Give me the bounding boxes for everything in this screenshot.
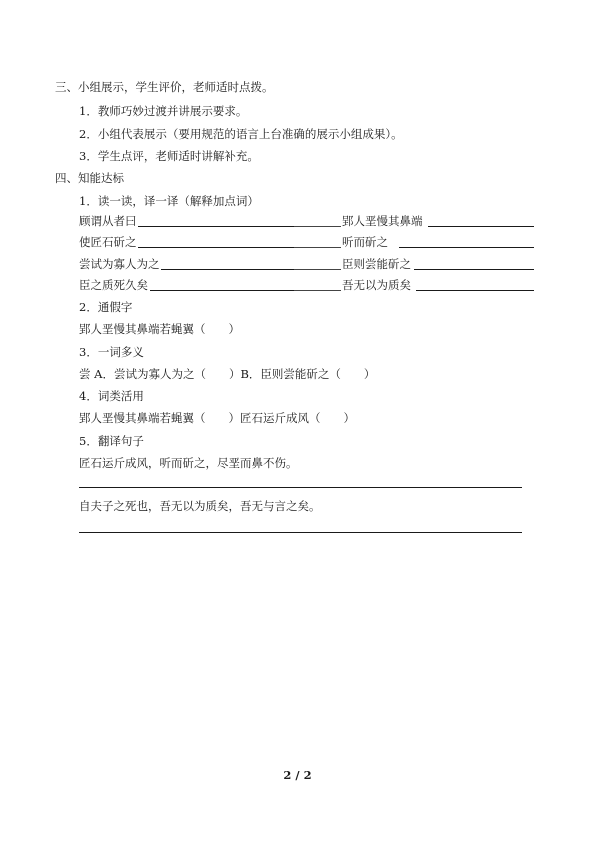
- section-3-title: 三、小组展示，学生评价，老师适时点拨。: [55, 80, 274, 94]
- answer-blank: [294, 269, 341, 270]
- answer-blank: [416, 290, 534, 291]
- translation-answer-line: [79, 487, 522, 488]
- answer-blank: [294, 226, 341, 227]
- q1-right-phrase: 臣则尝能斫之: [342, 257, 411, 271]
- q1-left-phrase: 臣之质死久矣: [79, 278, 148, 292]
- answer-blank: [161, 269, 294, 270]
- section-3-item-2: 2．小组代表展示（要用规范的语言上台准确的展示小组成果）。: [79, 127, 403, 141]
- q4-text: 郢人垩慢其鼻端若蝇翼（ ）匠石运斤成风（ ）: [79, 411, 355, 425]
- q1-right-phrase: 郢人垩慢其鼻端: [342, 214, 423, 228]
- section-4-title: 四、知能达标: [55, 171, 124, 185]
- answer-blank: [150, 290, 294, 291]
- section-3-item-1: 1．教师巧妙过渡并讲展示要求。: [79, 104, 248, 118]
- q1-right-phrase: 听而斫之: [342, 235, 388, 249]
- q2-title: 2．通假字: [79, 300, 133, 314]
- answer-blank: [138, 247, 294, 248]
- q4-title: 4．词类活用: [79, 389, 144, 403]
- answer-blank: [294, 247, 341, 248]
- q3-title: 3．一词多义: [79, 345, 144, 359]
- q1-left-phrase: 使匠石斫之: [79, 235, 137, 249]
- translation-answer-line: [79, 532, 522, 533]
- q5-title: 5．翻译句子: [79, 434, 144, 448]
- answer-blank: [138, 226, 294, 227]
- q1-left-phrase: 尝试为寡人为之: [79, 257, 160, 271]
- q5-sentence: 匠石运斤成风，听而斫之，尽垩而鼻不伤。: [79, 456, 298, 470]
- answer-blank: [414, 269, 534, 270]
- q1-left-phrase: 顾谓从者曰: [79, 214, 137, 228]
- page-number: 2 / 2: [283, 768, 312, 782]
- answer-blank: [294, 290, 341, 291]
- q3-text: 尝 A．尝试为寡人为之（ ）B．臣则尝能斫之（ ）: [79, 367, 376, 381]
- q5-sentence: 自夫子之死也，吾无以为质矣，吾无与言之矣。: [79, 499, 321, 513]
- section-3-item-3: 3．学生点评，老师适时讲解补充。: [79, 149, 259, 163]
- q2-text: 郢人垩慢其鼻端若蝇翼（ ）: [79, 322, 240, 336]
- answer-blank: [399, 247, 534, 248]
- answer-blank: [428, 226, 534, 227]
- q1-right-phrase: 吾无以为质矣: [342, 278, 411, 292]
- q1-title: 1．读一读，译一译（解释加点词）: [79, 194, 259, 208]
